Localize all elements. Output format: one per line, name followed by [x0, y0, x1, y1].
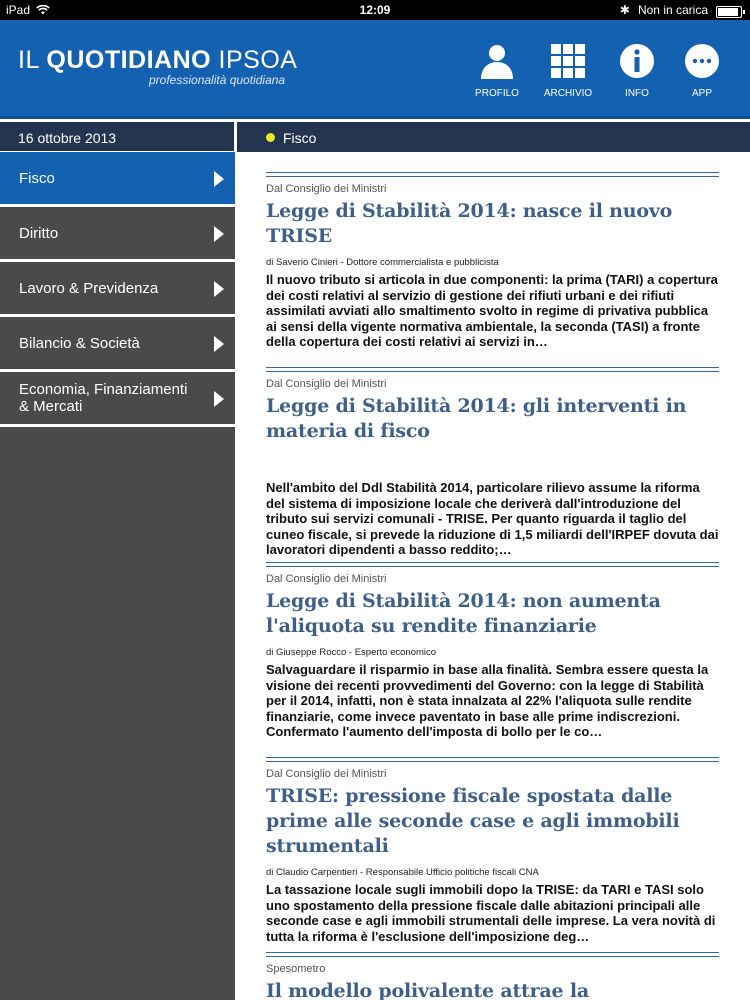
article-list[interactable] [237, 152, 750, 1000]
article-excerpt: Il nuovo tributo si articola in due componenti: la prima (TARI) a copertura dei costi relativi al servizio di gestione dei rifiuti urbani e dei rifiuti assimilati avviati allo smaltimento svolto in regime di privativa pubblica ai sensi della vigente normativa ambientale, la seconda (TASI) a fronte della copertura dei costi relativi ai servizi in… [266, 272, 718, 349]
app-header [0, 20, 750, 119]
article-title[interactable]: Legge di Stabilità 2014: non aumenta l'aliquota su rendite finanziarie [266, 590, 661, 637]
article-author: di Giuseppe Rocco - Esperto economico [266, 647, 437, 658]
article-author: di Saverio Cinieri - Dottore commercialista e pubblicista [266, 257, 499, 268]
sidebar-item-label: Lavoro & Previdenza [19, 279, 159, 297]
section-indicator-dot [266, 133, 275, 142]
person-icon [478, 42, 516, 80]
article-card[interactable] [266, 367, 719, 558]
app-button[interactable] [672, 42, 732, 99]
article-divider [266, 172, 719, 177]
app-logo [18, 46, 297, 87]
status-bar [0, 0, 750, 20]
sidebar-item-diritto[interactable] [0, 207, 235, 262]
date-bar [0, 120, 234, 151]
article-author: di Claudio Carpentieri - Responsabile Ufficio politiche fiscali CNA [266, 867, 539, 878]
info-button[interactable] [607, 42, 667, 99]
article-title[interactable]: Legge di Stabilità 2014: nasce il nuovo TRISE [266, 200, 673, 247]
chevron-right-icon [214, 281, 224, 297]
clock: 12:09 [359, 3, 391, 17]
article-excerpt: Nell'ambito del Ddl Stabilità 2014, particolare rilievo assume la riforma del sistema di imposizione locale che deriverà dall'introduzione del tributo sui servizi comunali - TRISE. Per quanto riguarda il taglio del cuneo fiscale, si prevede la riduzione di 1,5 miliardi dell'IRPEF dovuta dai lavoratori dipendenti a basso reddito;… [266, 480, 719, 557]
more-icon [683, 42, 721, 80]
article-divider [266, 367, 719, 372]
article-card[interactable] [266, 757, 719, 944]
info-icon [618, 42, 656, 80]
archivio-button[interactable] [538, 42, 598, 99]
section-bar [237, 120, 750, 153]
logo-tagline: professionalità quotidiana [149, 73, 286, 87]
article-card[interactable] [266, 172, 719, 350]
bluetooth-icon: ✱ [619, 3, 630, 17]
sidebar-item-label: Fisco [19, 169, 55, 187]
app-label: APP [691, 88, 712, 99]
article-card[interactable] [266, 952, 719, 1000]
profilo-button[interactable] [467, 42, 527, 99]
device-name: iPad [6, 3, 31, 17]
section-title: Fisco [283, 130, 317, 146]
sidebar-item-lavoro-previdenza[interactable] [0, 262, 235, 317]
sidebar-item-economia-finanziamenti-mercati[interactable] [0, 372, 235, 427]
article-card[interactable] [266, 562, 719, 740]
profilo-label: PROFILO [475, 88, 519, 99]
article-title[interactable]: TRISE: pressione fiscale spostata dalle prime alle seconde case e agli immobili strumentali [266, 785, 680, 857]
article-title[interactable]: Il modello polivalente attrae la [266, 980, 589, 1000]
article-divider [266, 562, 719, 567]
sidebar-item-fisco[interactable] [0, 152, 235, 207]
sidebar-item-label: Bilancio & Società [19, 334, 140, 352]
article-category: Dal Consiglio dei Ministri [266, 183, 387, 195]
article-category: Dal Consiglio dei Ministri [266, 573, 387, 585]
logo-il: IL [18, 46, 47, 74]
sidebar-item-label: Economia, Finanziamenti & Mercati [19, 381, 188, 415]
article-author [266, 452, 719, 477]
chevron-right-icon [214, 226, 224, 242]
logo-ipsoa: IPSOA [211, 46, 298, 74]
article-divider [266, 757, 719, 762]
current-date: 16 ottobre 2013 [18, 130, 117, 146]
article-category: Dal Consiglio dei Ministri [266, 768, 387, 780]
grid-icon [549, 42, 587, 80]
logo-quotidiano: QUOTIDIANO [46, 46, 212, 74]
chevron-right-icon [214, 336, 224, 352]
sidebar-item-label: Diritto [19, 224, 59, 242]
article-category: Spesometro [266, 963, 326, 975]
article-excerpt: Salvaguardare il risparmio in base alla finalità. Sembra essere questa la visione dei recenti provvedimenti del Governo: con la legge di Stabilità per il 2014, infatti, non è stata innalzata al 22% l'aliquota sulle rendite finanziarie, come invece paventato in base alle prime indiscrezioni. Confermato l'aumento dell'imposta di bollo per le co… [266, 662, 709, 739]
article-divider [266, 952, 719, 957]
archivio-label: ARCHIVIO [543, 88, 593, 99]
chevron-right-icon [214, 171, 224, 187]
article-title[interactable]: Legge di Stabilità 2014: gli interventi in materia di fisco [266, 395, 687, 442]
sidebar-item-bilancio-societa[interactable] [0, 317, 235, 372]
charging-status: Non in carica [637, 3, 708, 17]
battery-icon [716, 6, 742, 18]
info-label: INFO [625, 88, 649, 99]
article-excerpt: La tassazione locale sugli immobili dopo la TRISE: da TARI e TASI solo uno spostamento della pressione fiscale dalle abitazioni principali alle seconde case e agli immobili strumentali delle imprese. La vera novità di tutta la riforma è l'esclusione dell'imposizione deg… [266, 882, 716, 944]
article-category: Dal Consiglio dei Ministri [266, 378, 387, 390]
sidebar [0, 152, 235, 1000]
chevron-right-icon [214, 391, 224, 407]
